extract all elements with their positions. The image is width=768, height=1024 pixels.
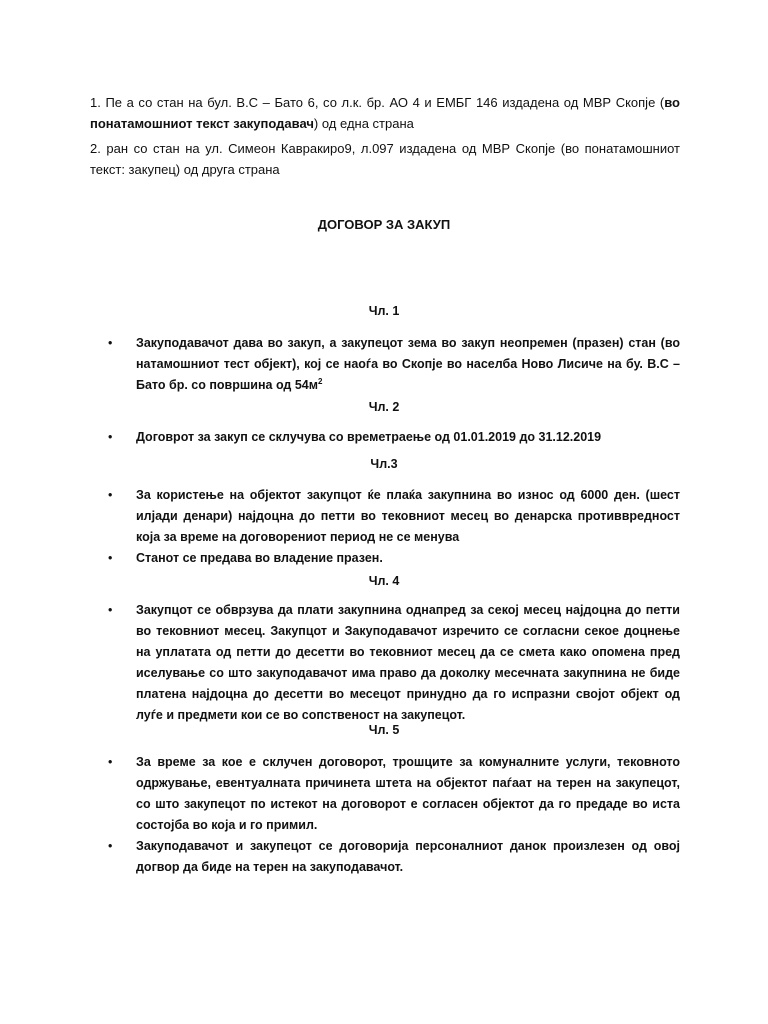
article-3-heading: Чл.3 [370, 457, 398, 471]
article-2-list [90, 427, 680, 448]
article-3-item-1-text: За користење на објектот закупцот ќе плаќа закупнина во износ од 6000 ден. (шест илјади денари) најдоцна до петти во тековниот месец во денарска противвредност која за време на договорениот период не се менува [136, 488, 680, 544]
list-item [90, 836, 680, 878]
article-1-heading: Чл. 1 [368, 304, 400, 318]
list-item [90, 427, 680, 448]
article-4-heading: Чл. 4 [368, 574, 400, 588]
bullet-icon: • [108, 488, 113, 502]
party-2-paragraph: 2. ран со стан на ул. Симеон Кавракиро9, л.097 издадена од МВР Скопје (во понатамошниот текст: закупец) од друга страна [90, 141, 680, 177]
list-item [90, 333, 680, 396]
bullet-icon: • [108, 755, 113, 769]
article-4-list [90, 600, 680, 726]
party-1-text: 1. Пе а со стан на бул. В.С – Бато 6, со л.к. бр. АО 4 и ЕМБГ 146 издадена од МВР Скопје ( [90, 95, 665, 110]
article-3-list [90, 485, 680, 569]
superscript: 2 [317, 376, 323, 386]
article-3-item-2-text: Станот се предава во владение празен. [136, 551, 383, 565]
bullet-icon: • [108, 551, 113, 565]
bullet-icon: • [108, 336, 113, 350]
article-5-list [90, 752, 680, 878]
list-item [90, 485, 680, 548]
party-1-bold-text: во понатамошниот текст закуподавач [90, 95, 680, 131]
list-item [90, 752, 680, 836]
article-5-item-1-text: За време за кое е склучен договорот, трошците за комуналните услуги, тековното одржување, евентуалната причинета штета на објектот паѓаат на терен на закупецот, со што закупецот по истекот на договорот е согласен објектот да го предаде во иста состојба во која и го примил. [136, 755, 680, 832]
party-1-paragraph [90, 92, 680, 134]
article-4-item-1-text: Закупцот се обврзува да плати закупнина однапред за секој месец најдоцна до петти во тековниот месец. Закупцот и Закуподавачот изречито се согласни секое доцнење на уплатата од петти до десетти во тековниот месец да се смета како опомена пред иселување со што закуподавачот има право да доколку месечната закупнина не биде платена најдоцна до десетти во месецот принудно да го испразни својот објект од луѓе и предмети кои се во сопственост на закупецот. [136, 603, 680, 722]
bullet-icon: • [108, 603, 113, 617]
bullet-icon: • [108, 839, 113, 853]
article-5-item-2-text: Закуподавачот и закупецот се договорија персоналниот данок произлезен од овој догвор да биде на терен на закуподавачот. [136, 839, 680, 874]
article-5-heading: Чл. 5 [368, 723, 400, 737]
article-1-item-1-text: Закуподавачот дава во закуп, а закупецот зема во закуп неопремен (празен) стан (во натамошниот тест објект), кој се наоѓа во Скопје во населба Ново Лисиче на бу. В.С – Бато бр. со површина од 54м [136, 336, 680, 392]
article-2-heading: Чл. 2 [368, 400, 400, 414]
article-1-list [90, 333, 680, 396]
party-1-text-end: ) од една страна [313, 116, 414, 131]
bullet-icon: • [108, 430, 113, 444]
document-title: ДОГОВОР ЗА ЗАКУП [317, 217, 451, 232]
list-item [90, 600, 680, 726]
list-item [90, 548, 680, 569]
article-2-item-1-text: Договрот за закуп се склучува со времетраење од 01.01.2019 до 31.12.2019 [136, 430, 602, 444]
